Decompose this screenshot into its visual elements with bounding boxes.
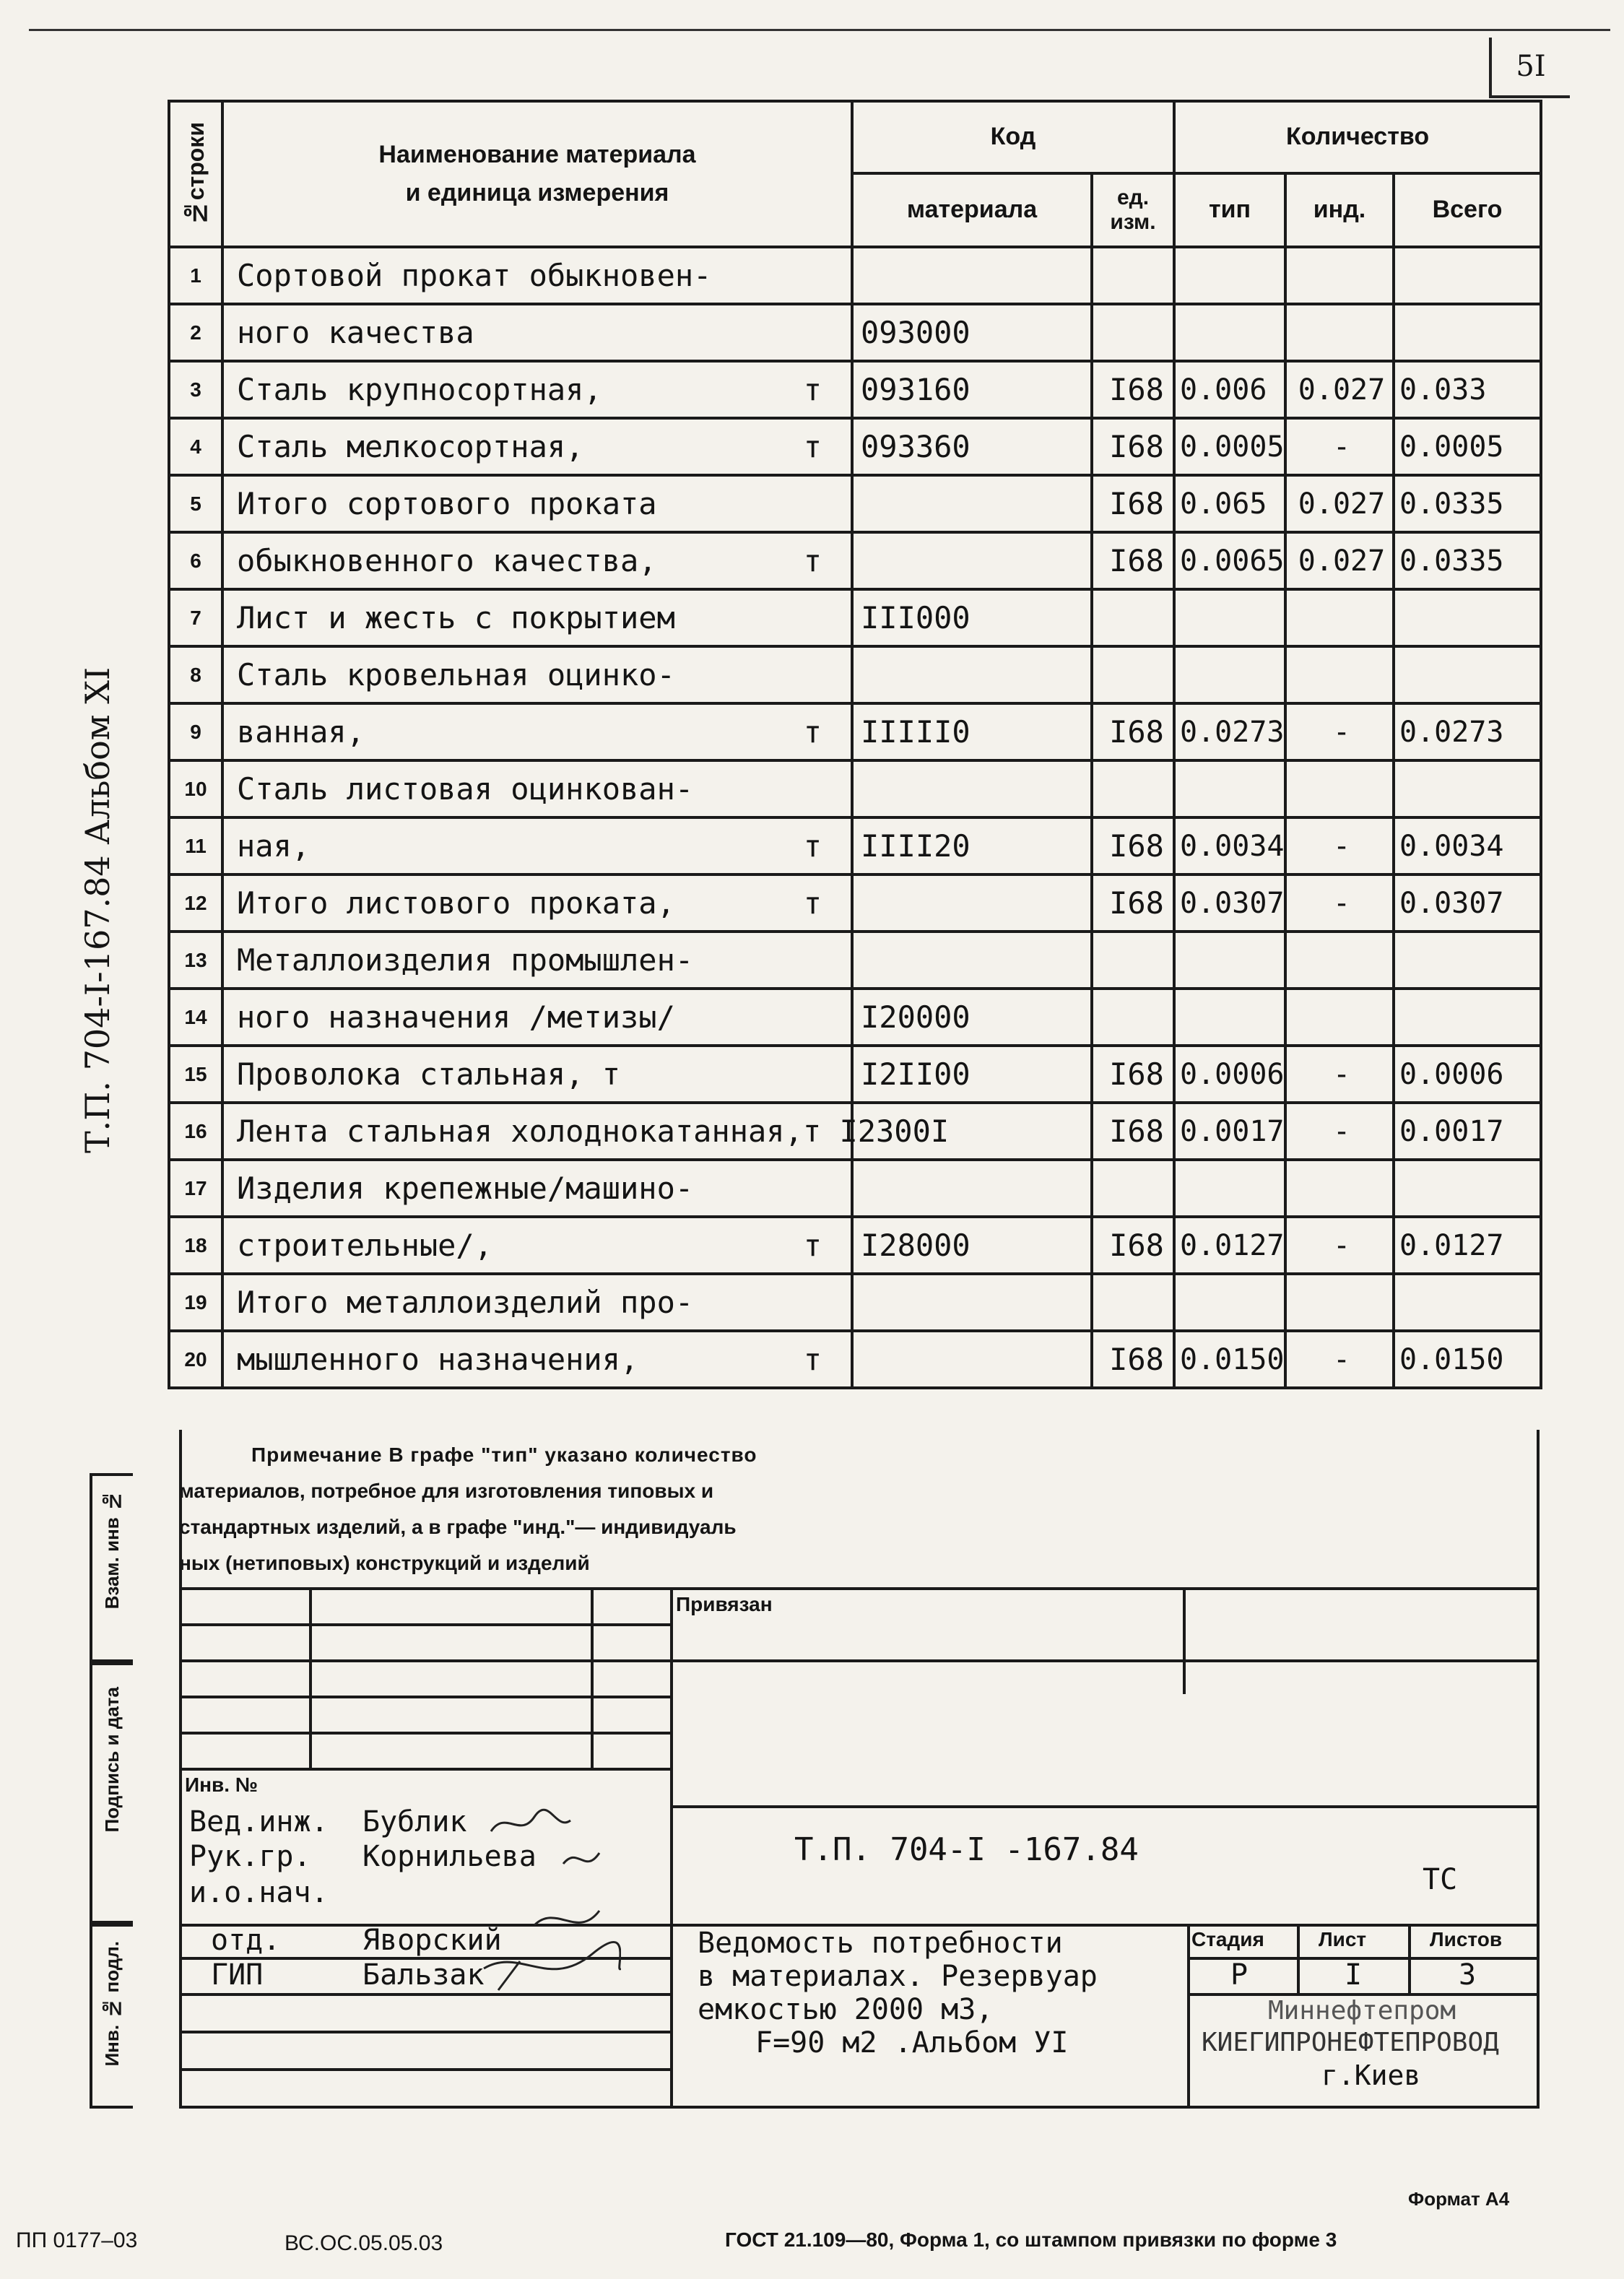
side-label-podpis: Подпись и дата <box>101 1687 123 1833</box>
stamp-line <box>179 1623 670 1626</box>
staff-name: Бальзак <box>362 1958 485 1992</box>
unit-code: I68 <box>1092 475 1174 532</box>
header-code-unit: ед. изм. <box>1092 173 1174 247</box>
qty-type <box>1174 646 1285 703</box>
unit-code <box>1092 247 1174 304</box>
qty-type <box>1174 1160 1285 1217</box>
qty-total <box>1394 247 1541 304</box>
side-cell-podpis <box>90 1662 133 1924</box>
row-number: 19 <box>169 1274 222 1331</box>
org-line: КИЕГИПРОНЕФТЕПРОВОД <box>1202 2028 1499 2057</box>
table-row <box>169 418 1541 475</box>
material-name-text: Сталь крупносортная, <box>237 372 602 407</box>
material-code <box>852 247 1092 304</box>
unit-code <box>1092 760 1174 817</box>
material-code <box>852 874 1092 932</box>
qty-type <box>1174 989 1285 1046</box>
inv-no-label: Инв. № <box>185 1774 259 1796</box>
qty-total: 0.0034 <box>1394 817 1541 874</box>
sheets-value: 3 <box>1459 1958 1477 1992</box>
unit-code: I68 <box>1092 817 1174 874</box>
qty-type <box>1174 760 1285 817</box>
signature-marks <box>477 1802 621 2019</box>
staff-name: Яворский <box>362 1924 502 1957</box>
header-qty-total: Всего <box>1394 173 1541 247</box>
row-number: 16 <box>169 1103 222 1160</box>
unit-code <box>1092 646 1174 703</box>
stamp-line <box>1408 1924 1411 1993</box>
table-row <box>169 247 1541 304</box>
qty-ind: - <box>1285 1046 1394 1103</box>
qty-ind <box>1285 304 1394 361</box>
staff-role: Рук.гр. <box>189 1840 311 1873</box>
qty-total <box>1394 989 1541 1046</box>
qty-ind <box>1285 932 1394 989</box>
qty-ind: - <box>1285 1331 1394 1388</box>
material-name <box>222 646 852 703</box>
unit-code <box>1092 989 1174 1046</box>
staff-role: отд. <box>211 1924 281 1957</box>
footer-code-2: ВС.ОС.05.05.03 <box>285 2231 443 2255</box>
header-quantity: Количество <box>1174 101 1541 173</box>
table-row <box>169 1160 1541 1217</box>
material-code: I2II00 <box>852 1046 1092 1103</box>
header-name <box>222 101 852 247</box>
material-name-text: мышленного назначения, <box>237 1342 639 1377</box>
table-row <box>169 989 1541 1046</box>
stamp-line <box>1187 1924 1190 2109</box>
header-code-material: материала <box>852 173 1092 247</box>
qty-total: 0.033 <box>1394 361 1541 418</box>
stamp-line <box>179 1659 1540 1662</box>
unit-code <box>1092 932 1174 989</box>
qty-total <box>1394 932 1541 989</box>
qty-ind: 0.027 <box>1285 532 1394 589</box>
material-name <box>222 1103 950 1160</box>
stamp-line <box>179 1696 670 1698</box>
stamp-line <box>179 2031 670 2033</box>
note-line: материалов, потребное для изготовления типовых и <box>179 1480 714 1502</box>
row-number: 20 <box>169 1331 222 1388</box>
material-name-text: ного назначения /метизы/ <box>237 999 675 1035</box>
doc-title-line: в материалах. Резервуар <box>698 1960 1098 1993</box>
row-number: 2 <box>169 304 222 361</box>
stamp-line <box>179 2068 670 2071</box>
stamp-line <box>1297 1924 1300 1993</box>
stamp-line <box>179 2106 1540 2109</box>
material-code <box>852 532 1092 589</box>
material-name-text: ванная, <box>237 714 365 750</box>
qty-total: 0.0005 <box>1394 418 1541 475</box>
material-name <box>222 1217 852 1274</box>
table-row <box>169 361 1541 418</box>
material-name <box>222 1274 852 1331</box>
material-unit: т <box>803 1342 822 1377</box>
qty-total: 0.0335 <box>1394 532 1541 589</box>
qty-type: 0.0307 <box>1174 874 1285 932</box>
material-code <box>852 475 1092 532</box>
row-number: 9 <box>169 703 222 760</box>
stamp-line <box>1183 1587 1186 1694</box>
material-name <box>222 817 852 874</box>
unit-code: I68 <box>1092 1046 1174 1103</box>
qty-total <box>1394 1274 1541 1331</box>
qty-total: 0.0017 <box>1394 1103 1541 1160</box>
qty-type <box>1174 589 1285 646</box>
qty-total: 0.0273 <box>1394 703 1541 760</box>
material-name-text: Сортовой прокат обыкновен- <box>237 258 712 293</box>
qty-type: 0.0065 <box>1174 532 1285 589</box>
material-code <box>852 760 1092 817</box>
qty-type: 0.065 <box>1174 475 1285 532</box>
material-code <box>852 1160 1092 1217</box>
qty-ind: - <box>1285 874 1394 932</box>
unit-code: I68 <box>1092 1103 1174 1160</box>
table-row <box>169 646 1541 703</box>
sheets-label: Листов <box>1430 1928 1503 1950</box>
qty-type: 0.0273 <box>1174 703 1285 760</box>
qty-ind <box>1285 646 1394 703</box>
material-code: III000 <box>852 589 1092 646</box>
side-cell-vzam <box>90 1473 133 1662</box>
material-name <box>222 532 852 589</box>
stage-value: Р <box>1230 1958 1249 1992</box>
qty-type: 0.0150 <box>1174 1331 1285 1388</box>
material-name <box>222 361 852 418</box>
table-body <box>169 247 1541 1388</box>
material-code <box>852 646 1092 703</box>
qty-type <box>1174 932 1285 989</box>
row-number: 13 <box>169 932 222 989</box>
row-number: 8 <box>169 646 222 703</box>
header-row-no <box>169 101 222 247</box>
doc-title-line: емкостью 2000 м3, <box>698 1993 994 2026</box>
qty-ind <box>1285 760 1394 817</box>
unit-code: I68 <box>1092 1331 1174 1388</box>
qty-ind: 0.027 <box>1285 361 1394 418</box>
material-name <box>222 1331 852 1388</box>
material-code <box>852 1331 1092 1388</box>
staff-name: Бублик <box>362 1805 467 1839</box>
note-line: стандартных изделий, а в графе "инд."— индивидуаль <box>179 1516 737 1538</box>
material-name-text: Итого листового проката, <box>237 885 675 921</box>
material-name-text: ная, <box>237 828 311 864</box>
qty-total: 0.0127 <box>1394 1217 1541 1274</box>
staff-role: и.о.нач. <box>189 1876 329 1909</box>
material-name-text: Проволока стальная, т <box>237 1056 621 1092</box>
material-name <box>222 760 852 817</box>
side-cell-inv <box>90 1924 133 2109</box>
qty-type <box>1174 247 1285 304</box>
material-unit: т <box>803 429 822 464</box>
table-row <box>169 760 1541 817</box>
material-name-text: Сталь мелкосортная, <box>237 429 584 464</box>
material-name-text: Сталь кровельная оцинко- <box>237 657 675 693</box>
qty-type <box>1174 304 1285 361</box>
doc-code: Т.П. 704-I -167.84 <box>794 1831 1139 1868</box>
material-name <box>222 304 852 361</box>
qty-type: 0.0005 <box>1174 418 1285 475</box>
qty-ind <box>1285 989 1394 1046</box>
material-name <box>222 1046 852 1103</box>
materials-table <box>168 100 1542 1389</box>
material-code: IIIII0 <box>852 703 1092 760</box>
stamp-line <box>309 1587 312 1768</box>
material-unit: т <box>803 828 822 864</box>
unit-code: I68 <box>1092 703 1174 760</box>
note-line: ных (нетиповых) конструкций и изделий <box>179 1552 590 1574</box>
row-number: 18 <box>169 1217 222 1274</box>
row-number: 4 <box>169 418 222 475</box>
material-name-text: Итого сортового проката <box>237 486 657 521</box>
row-number: 1 <box>169 247 222 304</box>
qty-total: 0.0150 <box>1394 1331 1541 1388</box>
header-name-line2: и единица измерения <box>405 179 669 207</box>
material-name-text: Итого металлоизделий про- <box>237 1285 694 1320</box>
qty-ind: - <box>1285 817 1394 874</box>
qty-total: 0.0006 <box>1394 1046 1541 1103</box>
unit-code: I68 <box>1092 1217 1174 1274</box>
stamp-line <box>1537 1430 1540 2109</box>
row-number: 14 <box>169 989 222 1046</box>
side-title: Т.П. 704-I-167.84 Альбом XI <box>78 667 117 1153</box>
qty-total <box>1394 589 1541 646</box>
side-label-inv-podl: Инв. № подл. <box>101 1941 123 2067</box>
header-code: Код <box>852 101 1174 173</box>
material-name-text: Металлоизделия промышлен- <box>237 942 694 978</box>
org-line: Миннефтепром <box>1268 1996 1456 2026</box>
material-code: 093360 <box>852 418 1092 475</box>
top-rule <box>29 29 1610 31</box>
material-name <box>222 874 852 932</box>
row-number: 7 <box>169 589 222 646</box>
material-code: I20000 <box>852 989 1092 1046</box>
material-code: 093000 <box>852 304 1092 361</box>
material-name-text: Сталь листовая оцинкован- <box>237 771 694 807</box>
material-name <box>222 475 852 532</box>
material-unit: т <box>803 885 822 921</box>
material-code: I28000 <box>852 1217 1092 1274</box>
table-row <box>169 589 1541 646</box>
note-line: Примечание В графе "тип" указано количество <box>251 1444 757 1466</box>
header-qty-ind: инд. <box>1285 173 1394 247</box>
stamp-line <box>670 1587 673 2109</box>
material-name-text: Лист и жесть с покрытием <box>237 600 675 635</box>
qty-type: 0.006 <box>1174 361 1285 418</box>
doc-title-line: F=90 м2 .Альбом УI <box>755 2026 1069 2059</box>
footer-gost: ГОСТ 21.109—80, Форма 1, со штампом привязки по форме 3 <box>725 2228 1337 2251</box>
material-name-text: обыкновенного качества, <box>237 543 657 578</box>
table-row <box>169 932 1541 989</box>
sheet-label: Лист <box>1319 1928 1367 1950</box>
qty-type: 0.0017 <box>1174 1103 1285 1160</box>
staff-role: Вед.инж. <box>189 1805 329 1839</box>
row-number: 12 <box>169 874 222 932</box>
header-qty-type: тип <box>1174 173 1285 247</box>
qty-total <box>1394 646 1541 703</box>
material-name-text: Изделия крепежные/машино- <box>237 1171 694 1206</box>
unit-code <box>1092 304 1174 361</box>
qty-total: 0.0307 <box>1394 874 1541 932</box>
table-row <box>169 1217 1541 1274</box>
page-number: 5I <box>1489 38 1570 98</box>
material-name-text: ного качества <box>237 315 474 350</box>
row-number: 3 <box>169 361 222 418</box>
material-unit: т <box>803 372 822 407</box>
qty-ind <box>1285 1160 1394 1217</box>
material-code: 093160 <box>852 361 1092 418</box>
row-number: 5 <box>169 475 222 532</box>
staff-role: ГИП <box>211 1958 264 1992</box>
material-name <box>222 247 852 304</box>
qty-ind: - <box>1285 1103 1394 1160</box>
table-row <box>169 304 1541 361</box>
row-number: 6 <box>169 532 222 589</box>
unit-code <box>1092 589 1174 646</box>
row-number: 11 <box>169 817 222 874</box>
qty-type: 0.0127 <box>1174 1217 1285 1274</box>
note <box>179 1437 1537 1581</box>
table-row <box>169 475 1541 532</box>
side-label-vzam: Взам. инв № <box>101 1490 123 1610</box>
qty-ind: - <box>1285 418 1394 475</box>
qty-type: 0.0006 <box>1174 1046 1285 1103</box>
table-row <box>169 532 1541 589</box>
stamp-line <box>179 1768 670 1771</box>
org-line: г.Киев <box>1321 2059 1421 2091</box>
row-number: 15 <box>169 1046 222 1103</box>
material-unit: т <box>803 1228 822 1263</box>
material-name <box>222 703 852 760</box>
stamp-line <box>591 1587 594 1768</box>
qty-type <box>1174 1274 1285 1331</box>
doc-title-line: Ведомость потребности <box>698 1927 1063 1960</box>
material-name <box>222 932 852 989</box>
row-number: 17 <box>169 1160 222 1217</box>
material-name <box>222 418 852 475</box>
qty-ind <box>1285 1274 1394 1331</box>
qty-total: 0.0335 <box>1394 475 1541 532</box>
qty-ind <box>1285 247 1394 304</box>
table-row <box>169 817 1541 874</box>
qty-type: 0.0034 <box>1174 817 1285 874</box>
unit-code <box>1092 1160 1174 1217</box>
table-row <box>169 1103 1541 1160</box>
material-name-text: строительные/, <box>237 1228 493 1263</box>
material-unit: т <box>803 543 822 578</box>
material-name <box>222 989 852 1046</box>
table-row <box>169 1046 1541 1103</box>
material-name-text: Лента стальная холоднокатанная,т I2300I <box>237 1114 950 1149</box>
table-row <box>169 874 1541 932</box>
row-number: 10 <box>169 760 222 817</box>
material-code: IIII20 <box>852 817 1092 874</box>
material-code <box>852 932 1092 989</box>
material-name <box>222 589 852 646</box>
stamp-line <box>179 1732 670 1735</box>
qty-total <box>1394 1160 1541 1217</box>
privyazan-label: Привязан <box>676 1593 773 1615</box>
qty-ind <box>1285 589 1394 646</box>
format-label: Формат А4 <box>1408 2188 1510 2210</box>
sheet-value: I <box>1345 1958 1363 1992</box>
material-unit: т <box>803 714 822 750</box>
footer-code-1: ПП 0177–03 <box>16 2228 138 2252</box>
unit-code: I68 <box>1092 874 1174 932</box>
material-name <box>222 1160 852 1217</box>
qty-ind: 0.027 <box>1285 475 1394 532</box>
stage-label: Стадия <box>1191 1928 1264 1950</box>
staff-name: Корнильева <box>362 1840 537 1873</box>
table-row <box>169 1331 1541 1388</box>
unit-code: I68 <box>1092 532 1174 589</box>
qty-total <box>1394 760 1541 817</box>
header-row-no-label: №строки <box>182 121 209 227</box>
stamp-line <box>179 1587 1540 1590</box>
unit-code: I68 <box>1092 361 1174 418</box>
qty-ind: - <box>1285 703 1394 760</box>
doc-mark: ТС <box>1423 1863 1458 1896</box>
stamp-line <box>670 1805 1540 1808</box>
unit-code: I68 <box>1092 418 1174 475</box>
unit-code <box>1092 1274 1174 1331</box>
qty-total <box>1394 304 1541 361</box>
qty-ind: - <box>1285 1217 1394 1274</box>
table-row <box>169 1274 1541 1331</box>
material-code <box>852 1274 1092 1331</box>
table-row <box>169 703 1541 760</box>
header-name-line1: Наименование материала <box>378 140 696 168</box>
